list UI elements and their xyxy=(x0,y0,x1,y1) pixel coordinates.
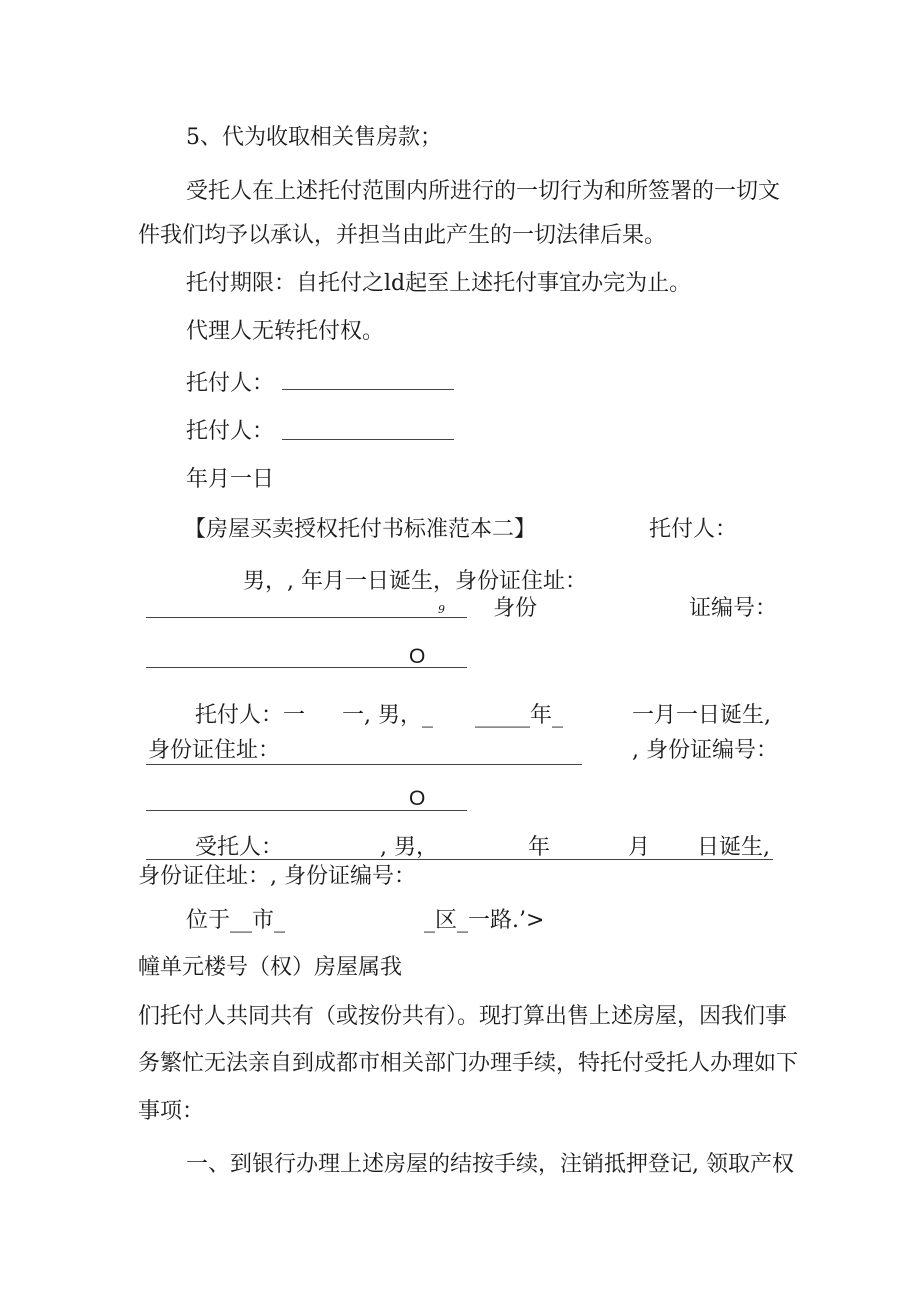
agent-born: 日诞生, xyxy=(697,835,770,860)
principal2-address-underline xyxy=(146,764,582,765)
principal2-id-label: , 身份证编号： xyxy=(632,738,778,763)
sample-principal-label: 托付人： xyxy=(649,517,738,542)
agent-address-id-line: 身份证住址：, 身份证编号： xyxy=(138,864,416,889)
location-district-road: _区_一路.’> xyxy=(424,908,545,933)
principal2-label: 托付人：一 xyxy=(195,703,306,728)
agent-year: 年 xyxy=(528,835,551,860)
acknowledge-paragraph-line-2: 件我们均予以承认，并担当由此产生的一切法律后果。 xyxy=(138,223,667,248)
building-ownership-line: 幢单元楼号（权）房屋属我 xyxy=(138,955,403,980)
agent-label: 受托人： xyxy=(195,835,284,860)
purpose-paragraph-line-2: 务繁忙无法亲自到成都市相关部门办理手续，特托付受托人办理如下 xyxy=(138,1051,799,1076)
principal-signature-label-2: 托付人： xyxy=(186,419,275,444)
principal2-born: 一月一日诞生, xyxy=(632,703,771,728)
principal-signature-line-1 xyxy=(282,389,454,390)
no-transfer-clause: 代理人无转托付权。 xyxy=(186,319,385,344)
principal2-address-label: 身份证住址： xyxy=(148,738,281,763)
acknowledge-paragraph-line-1: 受托人在上述托付范围内所进行的一切行为和所签署的一切文 xyxy=(186,179,781,204)
date-line: 年月一日 xyxy=(186,467,275,492)
purpose-paragraph-line-1: 们托付人共同共有（或按份共有）。现打算出售上述房屋，因我们事 xyxy=(138,1004,788,1029)
item-1: 一、到银行办理上述房屋的结按手续，注销抵押登记, 领取产权 xyxy=(186,1152,794,1177)
purpose-paragraph-line-3: 事项： xyxy=(138,1099,205,1124)
principal2-id-underline xyxy=(146,810,467,811)
principal1-mark: 9 xyxy=(438,603,445,616)
item-5: 5、代为收取相关售房款； xyxy=(186,125,442,150)
sample-title: 【房屋买卖授权托付书标准范本二】 xyxy=(184,517,537,542)
principal1-id-label-b: 证编号： xyxy=(689,596,778,621)
agent-male: , 男， xyxy=(380,835,438,860)
agent-month: 月 xyxy=(628,835,651,860)
principal-signature-line-2 xyxy=(282,439,454,440)
principal1-info-line: 男，, 年月一日诞生，身份证住址： xyxy=(243,569,587,594)
principal1-id-label-a: 身份 xyxy=(493,596,538,621)
agent-info-underline xyxy=(146,859,773,860)
principal-signature-label-1: 托付人： xyxy=(186,371,275,396)
location-city: 位于__市_ xyxy=(186,908,286,933)
principal2-year: _____年_ xyxy=(475,703,564,728)
principal2-name-male: 一, 男，_ xyxy=(342,703,433,728)
principal2-end-mark: O xyxy=(409,787,426,810)
principal1-end-mark: O xyxy=(409,645,426,668)
entrustment-period: 托付期限：自托付之ld起至上述托付事宜办完为止。 xyxy=(186,271,692,296)
principal1-id-underline xyxy=(146,667,467,668)
principal1-address-underline xyxy=(146,617,467,618)
